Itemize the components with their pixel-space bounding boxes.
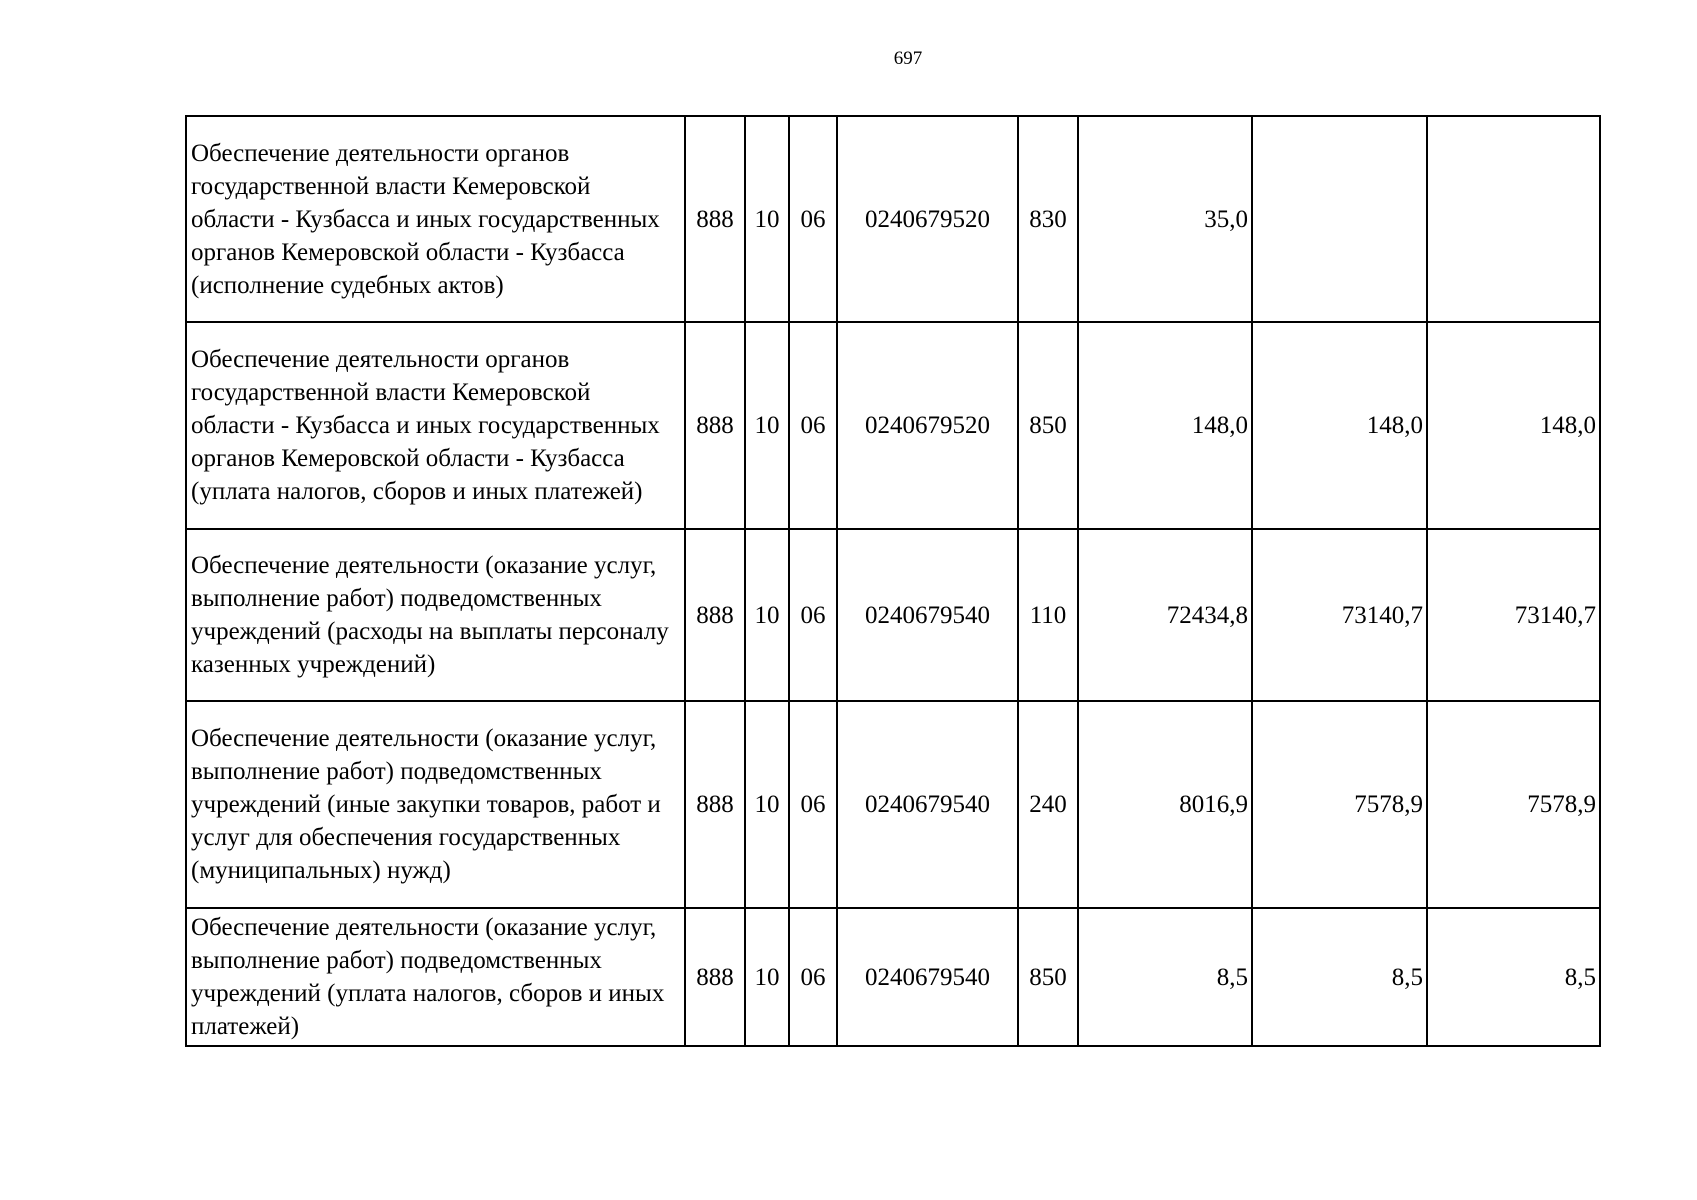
row-description: Обеспечение деятельности (оказание услуг, выполнение работ) подведомственных учреждений (уплата налогов, сборов и иных платежей): [186, 908, 685, 1046]
amount-2: [1252, 116, 1427, 322]
amount-1: 8016,9: [1078, 701, 1252, 908]
section-code: 10: [745, 908, 789, 1046]
ministry-code: 888: [685, 322, 745, 529]
subsection-code: 06: [789, 529, 837, 701]
target-code: 0240679520: [837, 322, 1018, 529]
target-code: 0240679540: [837, 529, 1018, 701]
row-description: Обеспечение деятельности (оказание услуг, выполнение работ) подведомственных учреждений (расходы на выплаты персоналу казенных учреждений): [186, 529, 685, 701]
subsection-code: 06: [789, 701, 837, 908]
row-description: Обеспечение деятельности (оказание услуг, выполнение работ) подведомственных учреждений (иные закупки товаров, работ и услуг для обеспечения государственных (муниципальных) нужд): [186, 701, 685, 908]
table-row: [186, 116, 1600, 322]
amount-2: 73140,7: [1252, 529, 1427, 701]
section-code: 10: [745, 529, 789, 701]
amount-3: 7578,9: [1427, 701, 1600, 908]
budget-table: [185, 115, 1601, 1047]
table-row: [186, 701, 1600, 908]
amount-2: 148,0: [1252, 322, 1427, 529]
amount-3: [1427, 116, 1600, 322]
subsection-code: 06: [789, 908, 837, 1046]
section-code: 10: [745, 322, 789, 529]
expense-type-code: 850: [1018, 322, 1078, 529]
table-row: [186, 322, 1600, 529]
target-code: 0240679520: [837, 116, 1018, 322]
page-number: 697: [893, 48, 923, 69]
ministry-code: 888: [685, 908, 745, 1046]
target-code: 0240679540: [837, 701, 1018, 908]
ministry-code: 888: [685, 116, 745, 322]
amount-3: 148,0: [1427, 322, 1600, 529]
amount-3: 8,5: [1427, 908, 1600, 1046]
expense-type-code: 830: [1018, 116, 1078, 322]
amount-1: 72434,8: [1078, 529, 1252, 701]
subsection-code: 06: [789, 116, 837, 322]
amount-2: 7578,9: [1252, 701, 1427, 908]
section-code: 10: [745, 116, 789, 322]
row-description: Обеспечение деятельности органов государственной власти Кемеровской области - Кузбасса и иных государственных органов Кемеровской области - Кузбасса (уплата налогов, сборов и иных платежей): [186, 322, 685, 529]
table-row: [186, 529, 1600, 701]
amount-1: 8,5: [1078, 908, 1252, 1046]
amount-1: 148,0: [1078, 322, 1252, 529]
subsection-code: 06: [789, 322, 837, 529]
target-code: 0240679540: [837, 908, 1018, 1046]
row-description: Обеспечение деятельности органов государственной власти Кемеровской области - Кузбасса и иных государственных органов Кемеровской области - Кузбасса (исполнение судебных актов): [186, 116, 685, 322]
expense-type-code: 240: [1018, 701, 1078, 908]
expense-type-code: 110: [1018, 529, 1078, 701]
table-row: [186, 908, 1600, 1046]
amount-3: 73140,7: [1427, 529, 1600, 701]
ministry-code: 888: [685, 701, 745, 908]
ministry-code: 888: [685, 529, 745, 701]
amount-2: 8,5: [1252, 908, 1427, 1046]
expense-type-code: 850: [1018, 908, 1078, 1046]
section-code: 10: [745, 701, 789, 908]
amount-1: 35,0: [1078, 116, 1252, 322]
